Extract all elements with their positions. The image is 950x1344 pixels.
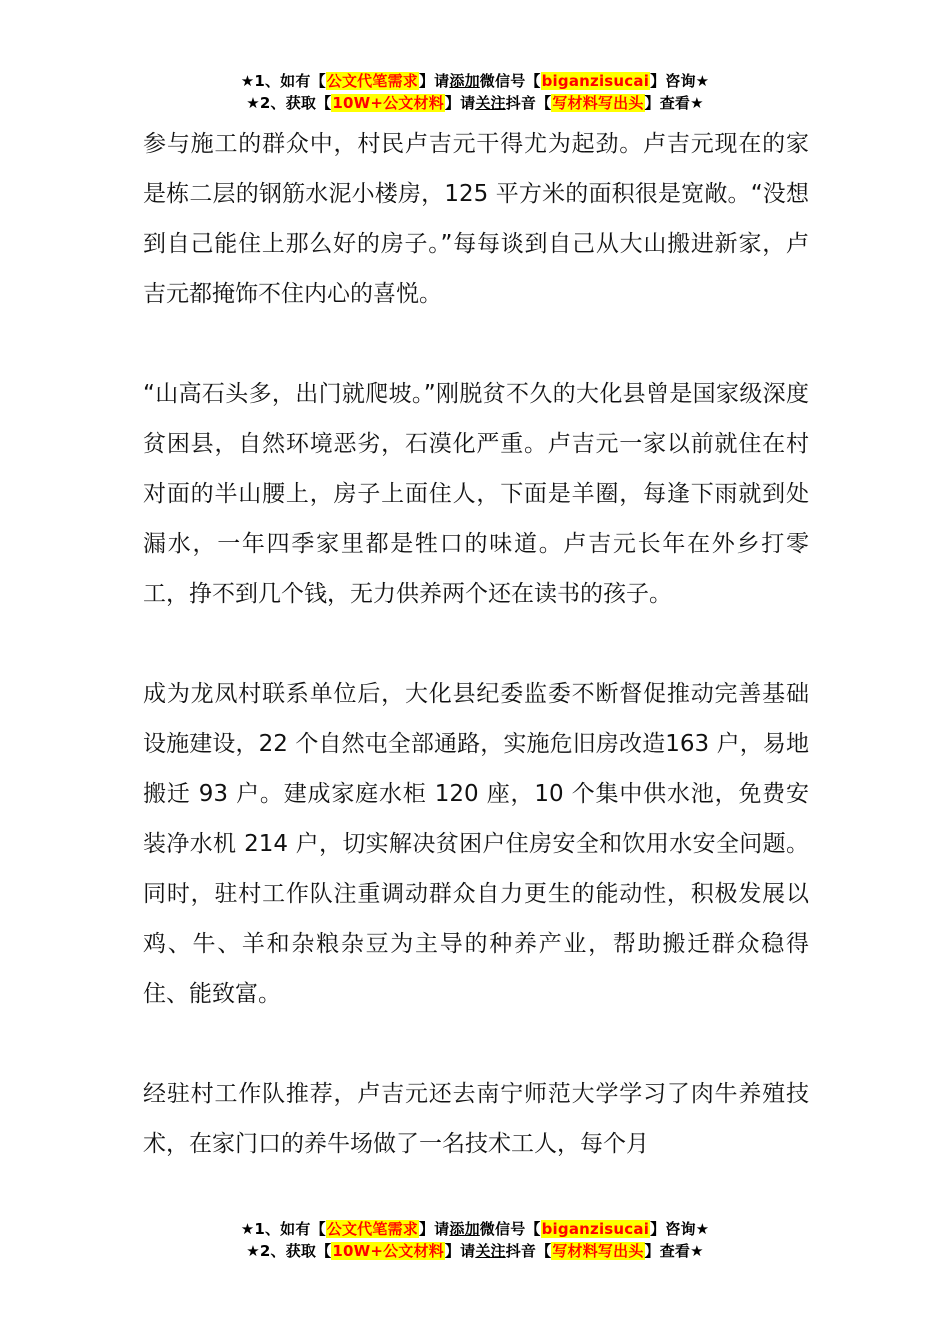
paragraph: 参与施工的群众中，村民卢吉元干得尤为起劲。卢吉元现在的家是栋二层的钢筋水泥小楼房，125 平方米的面积很是宽敞。“没想到自己能住上那么好的房子。”每每谈到自己从大山搬进新家，卢吉元都掩饰不住内心的喜悦。 <box>143 131 809 307</box>
footer-banner <box>0 1218 950 1262</box>
banner-line-2: ★2、获取【10W+公文材料】请关注抖音【写材料写出头】查看★ <box>246 94 704 112</box>
paragraph: “山高石头多，出门就爬坡。”刚脱贫不久的大化县曾是国家级深度贫困县，自然环境恶劣，石漠化严重。卢吉元一家以前就住在村对面的半山腰上，房子上面住人，下面是羊圈，每逢下雨就到处漏水，一年四季家里都是牲口的味道。卢吉元长年在外乡打零工，挣不到几个钱，无力供养两个还在读书的孩子。 <box>143 381 809 607</box>
document-body <box>143 119 809 1169</box>
banner-highlight: 公文代笔需求 <box>326 72 418 90</box>
banner-highlight: 写材料写出头 <box>552 1242 644 1260</box>
banner-highlight: 10W+公文材料 <box>332 94 444 112</box>
header-banner <box>0 70 950 114</box>
banner-line-1: ★1、如有【公文代笔需求】请添加微信号【biganzisucai】咨询★ <box>240 72 710 90</box>
banner-highlight: biganzisucai <box>541 1220 650 1238</box>
banner-highlight: biganzisucai <box>541 72 650 90</box>
banner-highlight: 写材料写出头 <box>552 94 644 112</box>
banner-line-2: ★2、获取【10W+公文材料】请关注抖音【写材料写出头】查看★ <box>246 1242 704 1260</box>
paragraph: 经驻村工作队推荐，卢吉元还去南宁师范大学学习了肉牛养殖技术，在家门口的养牛场做了一名技术工人，每个月 <box>143 1081 809 1157</box>
banner-highlight: 公文代笔需求 <box>326 1220 418 1238</box>
banner-highlight: 10W+公文材料 <box>332 1242 444 1260</box>
banner-line-1: ★1、如有【公文代笔需求】请添加微信号【biganzisucai】咨询★ <box>240 1220 710 1238</box>
paragraph: 成为龙凤村联系单位后，大化县纪委监委不断督促推动完善基础设施建设，22 个自然屯全部通路，实施危旧房改造163 户，易地搬迁 93 户。建成家庭水柜 120 座，10 个集中供水池，免费安装净水机 214 户，切实解决贫困户住房安全和饮用水安全问题。同时，驻村工作队注重调动群众自力更生的能动性，积极发展以鸡、牛、羊和杂粮杂豆为主导的种养产业，帮助搬迁群众稳得住、能致富。 <box>143 681 809 1007</box>
